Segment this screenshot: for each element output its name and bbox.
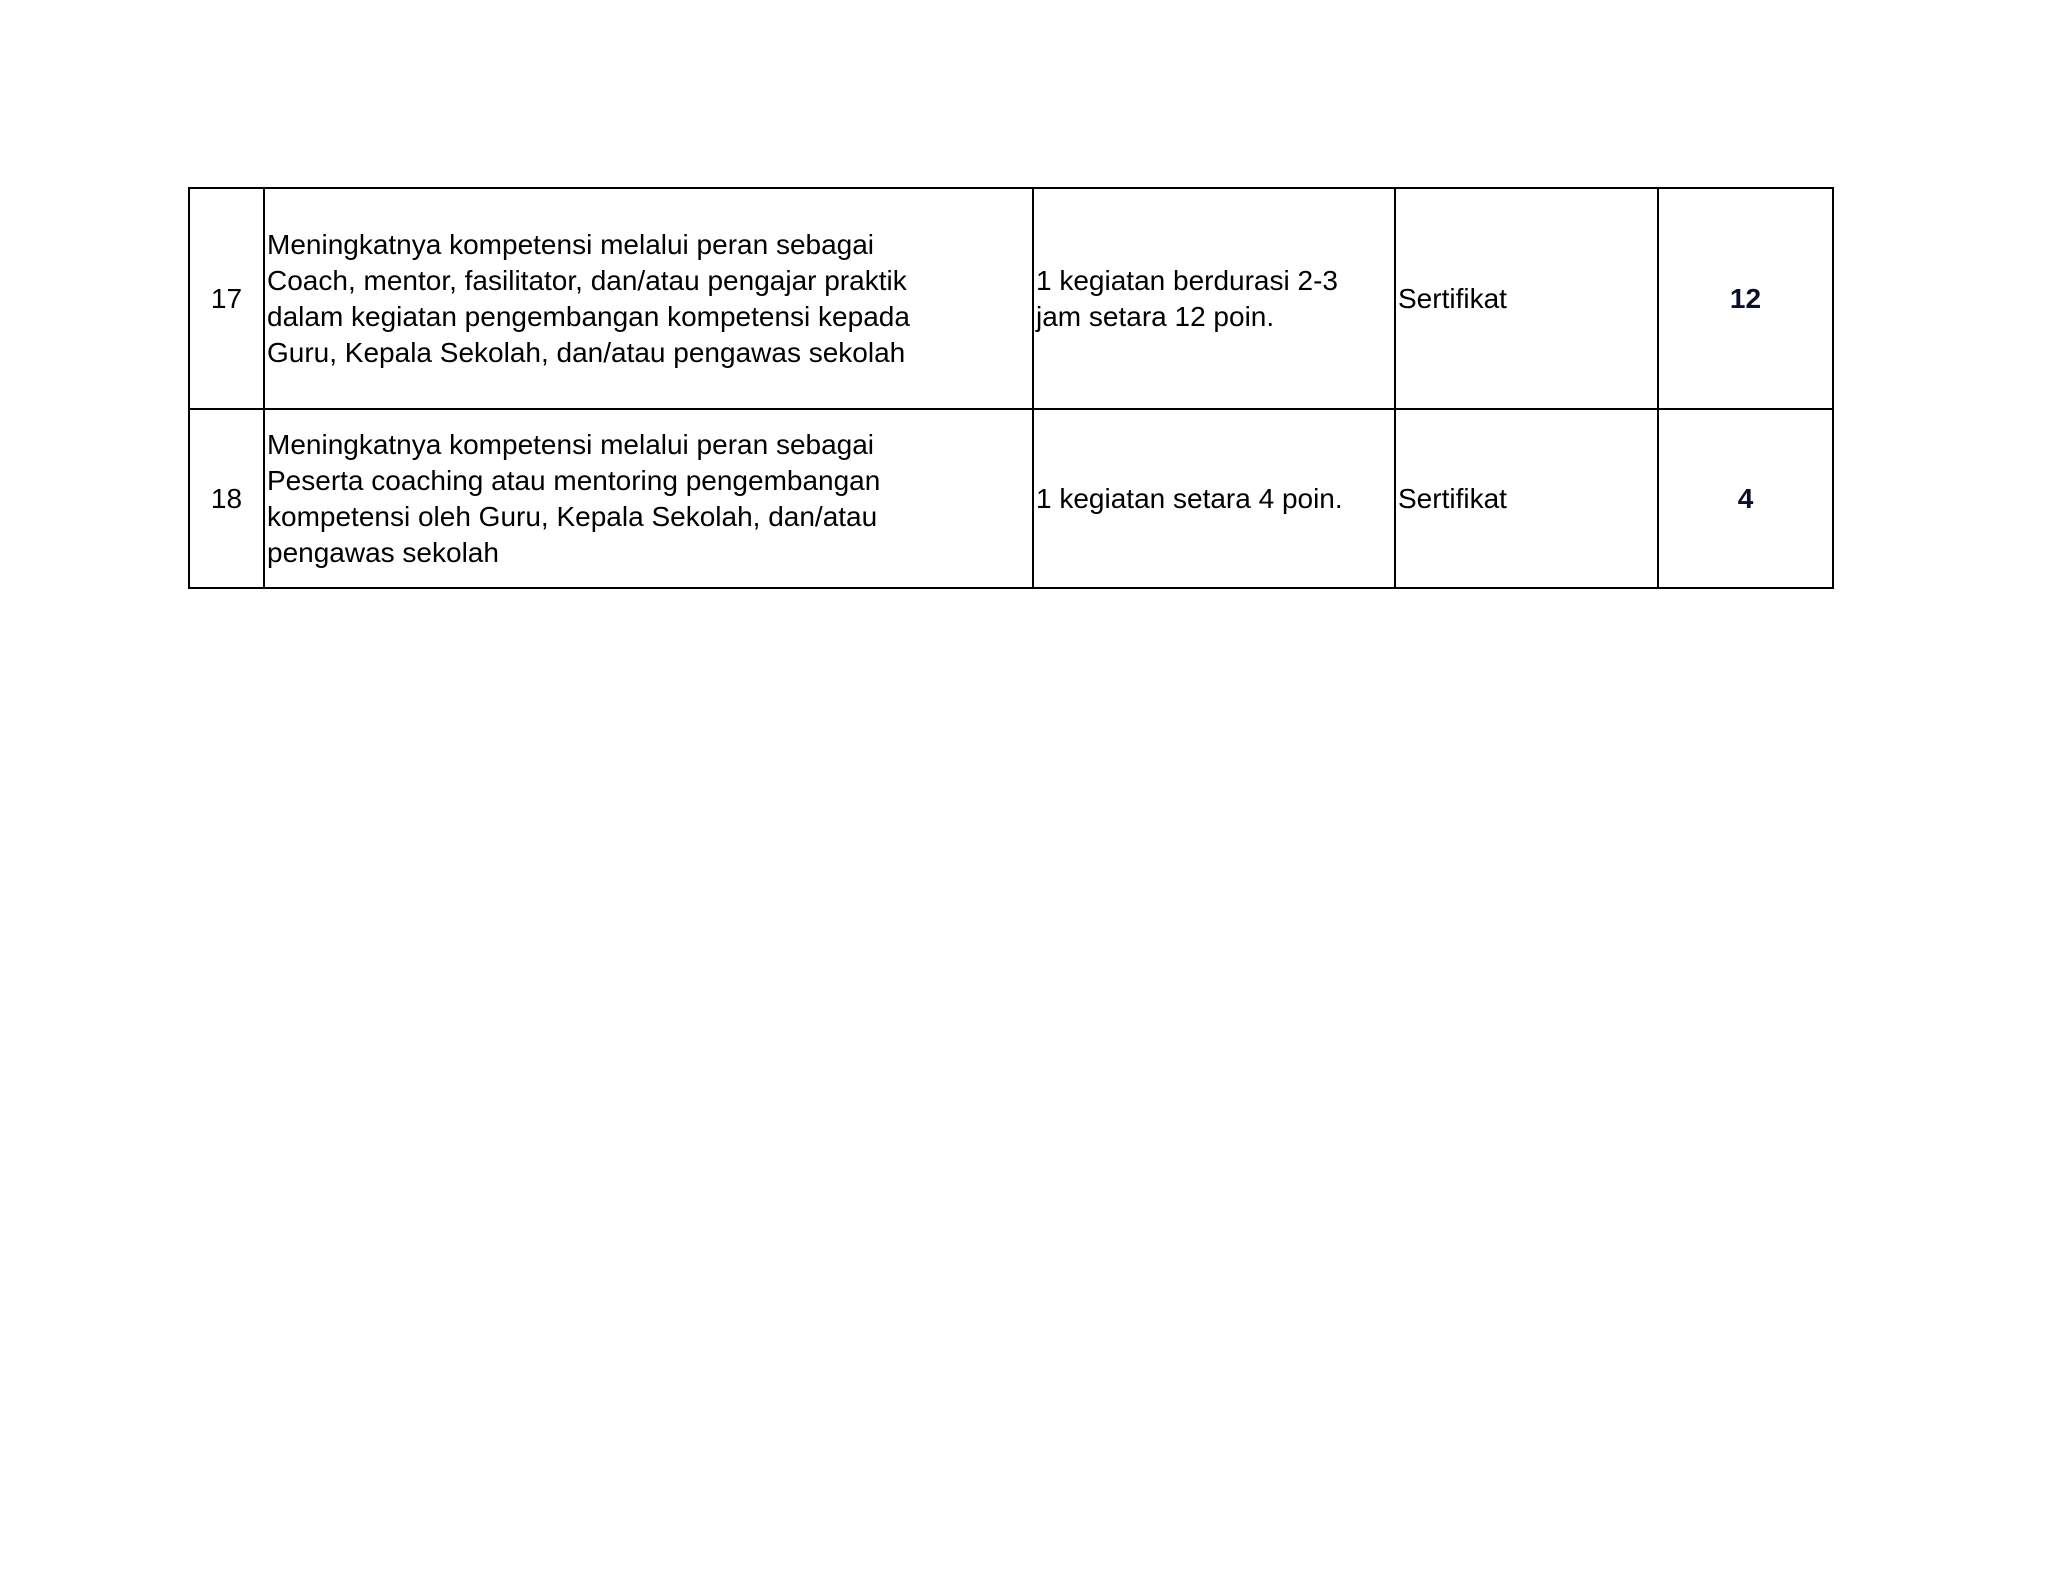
activity-description: Meningkatnya kompetensi melalui peran sebagai Coach, mentor, fasilitator, dan/atau pengajar praktik dalam kegiatan pengembangan kompetensi kepada Guru, Kepala Sekolah, dan/atau pengawas sekolah <box>264 188 1033 409</box>
activity-points-table <box>188 187 1834 589</box>
row-number: 18 <box>189 409 264 588</box>
points-value: 12 <box>1658 188 1833 409</box>
evidence-type: Sertifikat <box>1395 188 1658 409</box>
point-conversion: 1 kegiatan berdurasi 2-3 jam setara 12 poin. <box>1033 188 1395 409</box>
point-conversion: 1 kegiatan setara 4 poin. <box>1033 409 1395 588</box>
table-row <box>189 188 1833 409</box>
evidence-type: Sertifikat <box>1395 409 1658 588</box>
table-row <box>189 409 1833 588</box>
activity-description: Meningkatnya kompetensi melalui peran sebagai Peserta coaching atau mentoring pengembangan kompetensi oleh Guru, Kepala Sekolah, dan/atau pengawas sekolah <box>264 409 1033 588</box>
points-value: 4 <box>1658 409 1833 588</box>
row-number: 17 <box>189 188 264 409</box>
